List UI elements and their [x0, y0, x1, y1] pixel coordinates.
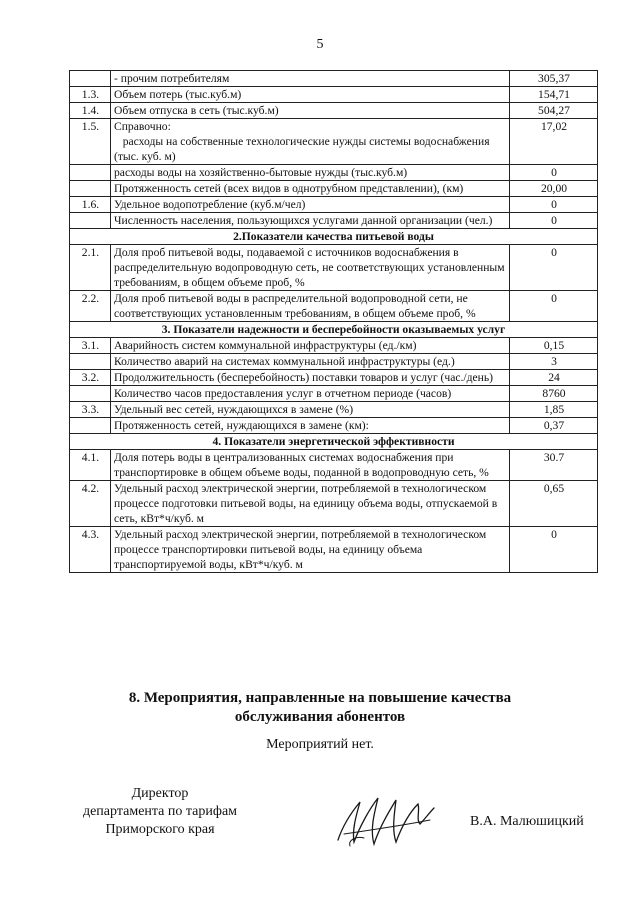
indicator-name: Протяженность сетей (всех видов в однотрубном представлении), (км) — [111, 181, 510, 197]
table-row — [70, 245, 598, 291]
indicators-table — [69, 70, 598, 573]
indicator-name: Удельный вес сетей, нуждающихся в замене (%) — [111, 402, 510, 418]
indicator-value: 0 — [510, 291, 598, 322]
table-row — [70, 527, 598, 573]
indicator-value: 20,00 — [510, 181, 598, 197]
table-row — [70, 213, 598, 229]
indicator-name: Продолжительность (бесперебойность) поставки товаров и услуг (час./день) — [111, 370, 510, 386]
signatory-title-line1: Директор — [131, 786, 189, 801]
section-header-row — [70, 434, 598, 450]
indicator-name: Доля потерь воды в централизованных системах водоснабжения при транспортировке в общем объеме воды, поданной в водопроводную сеть, % — [111, 450, 510, 481]
indicator-value: 0 — [510, 213, 598, 229]
table-row — [70, 119, 598, 165]
indicator-value: 3 — [510, 354, 598, 370]
indicator-name: Количество часов предоставления услуг в отчетном периоде (часов) — [111, 386, 510, 402]
section-header-row — [70, 322, 598, 338]
indicator-value: 30.7 — [510, 450, 598, 481]
indicators-table-body — [70, 71, 598, 573]
indicator-value: 0 — [510, 245, 598, 291]
row-number — [70, 213, 111, 229]
table-row — [70, 87, 598, 103]
row-number: 1.4. — [70, 103, 111, 119]
indicator-name: Удельный расход электрической энергии, потребляемой в технологическом процессе транспортировки питьевой воды, на единицу объема транспортируемой воды, кВт*ч/куб. м — [111, 527, 510, 573]
indicator-value: 0,37 — [510, 418, 598, 434]
indicator-value: 504,27 — [510, 103, 598, 119]
indicator-name: Протяженность сетей, нуждающихся в замене (км): — [111, 418, 510, 434]
indicator-value: 17,02 — [510, 119, 598, 165]
row-number — [70, 181, 111, 197]
indicator-value: 0,15 — [510, 338, 598, 354]
row-number: 3.3. — [70, 402, 111, 418]
page-number: 5 — [316, 37, 324, 52]
indicator-name: - прочим потребителям — [111, 71, 510, 87]
indicator-name: Доля проб питьевой воды в распределительной водопроводной сети, не соответствующих установленным требованиям, в общем объеме проб, % — [111, 291, 510, 322]
indicator-name: Аварийность систем коммунальной инфраструктуры (ед./км) — [111, 338, 510, 354]
row-number — [70, 71, 111, 87]
table-row — [70, 481, 598, 527]
indicator-value: 0 — [510, 197, 598, 213]
table-row — [70, 338, 598, 354]
table-row — [70, 402, 598, 418]
row-number: 4.2. — [70, 481, 111, 527]
row-number: 1.5. — [70, 119, 111, 165]
table-row — [70, 386, 598, 402]
row-number: 4.3. — [70, 527, 111, 573]
indicator-value: 0 — [510, 165, 598, 181]
indicator-name: Удельное водопотребление (куб.м/чел) — [111, 197, 510, 213]
table-row — [70, 450, 598, 481]
table-row — [70, 197, 598, 213]
row-number — [70, 418, 111, 434]
row-number: 1.3. — [70, 87, 111, 103]
row-number: 1.6. — [70, 197, 111, 213]
indicator-name: Доля проб питьевой воды, подаваемой с источников водоснабжения в распределительную водопроводную сеть, не соответствующих установленным требованиям, в общем объеме проб, % — [111, 245, 510, 291]
table-row — [70, 181, 598, 197]
indicator-value: 0,65 — [510, 481, 598, 527]
section-heading-line2: обслуживания абонентов — [234, 709, 406, 725]
indicator-value: 24 — [510, 370, 598, 386]
signatory-title-line2: департамента по тарифам — [82, 804, 238, 819]
section-header: 3. Показатели надежности и бесперебойности оказываемых услуг — [70, 322, 598, 338]
indicator-name: Объем отпуска в сеть (тыс.куб.м) — [111, 103, 510, 119]
indicator-value: 0 — [510, 527, 598, 573]
indicator-value: 8760 — [510, 386, 598, 402]
row-number — [70, 165, 111, 181]
indicator-name: Удельный расход электрической энергии, потребляемой в технологическом процессе подготовки питьевой воды, на единицу объема воды, отпускаемой в сеть, кВт*ч/куб. м — [111, 481, 510, 527]
table-row — [70, 291, 598, 322]
table-row — [70, 418, 598, 434]
section-header-row — [70, 229, 598, 245]
indicator-name: Численность населения, пользующихся услугами данной организации (чел.) — [111, 213, 510, 229]
row-number: 2.1. — [70, 245, 111, 291]
table-row — [70, 370, 598, 386]
row-number — [70, 354, 111, 370]
row-number: 3.2. — [70, 370, 111, 386]
indicator-name: расходы воды на хозяйственно-бытовые нужды (тыс.куб.м) — [111, 165, 510, 181]
signatory-title — [60, 785, 260, 839]
section-heading — [0, 689, 640, 727]
indicator-value: 305,37 — [510, 71, 598, 87]
table-row — [70, 103, 598, 119]
handwritten-signature — [330, 790, 440, 850]
section-header: 2.Показатели качества питьевой воды — [70, 229, 598, 245]
row-number — [70, 386, 111, 402]
indicator-value: 154,71 — [510, 87, 598, 103]
indicator-name: Количество аварий на системах коммунальной инфраструктуры (ед.) — [111, 354, 510, 370]
row-number: 3.1. — [70, 338, 111, 354]
section-heading-line1: 8. Мероприятия, направленные на повышение качества — [128, 690, 512, 706]
no-measures-note: Мероприятий нет. — [266, 737, 374, 752]
table-row — [70, 354, 598, 370]
section-header: 4. Показатели энергетической эффективности — [70, 434, 598, 450]
table-row — [70, 165, 598, 181]
row-number: 2.2. — [70, 291, 111, 322]
indicator-name: Объем потерь (тыс.куб.м) — [111, 87, 510, 103]
signatory-name: В.А. Малюшицкий — [470, 814, 584, 829]
indicator-value: 1,85 — [510, 402, 598, 418]
signatory-title-line3: Приморского края — [105, 822, 215, 837]
indicator-name: Справочно: расходы на собственные технологические нужды системы водоснабжения (тыс. куб. м) — [111, 119, 510, 165]
row-number: 4.1. — [70, 450, 111, 481]
table-row — [70, 71, 598, 87]
